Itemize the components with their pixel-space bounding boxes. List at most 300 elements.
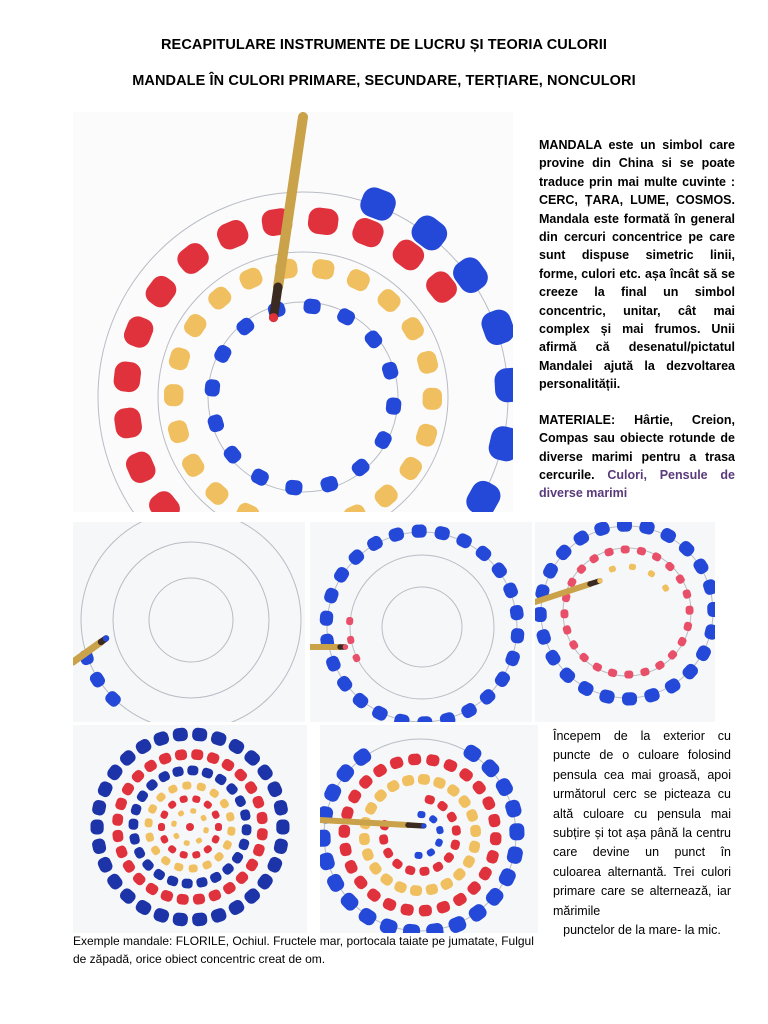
paint-dot (145, 487, 184, 512)
example2-photo (320, 725, 538, 933)
paint-dot (418, 774, 431, 785)
paint-dot (541, 561, 560, 580)
paint-dot (196, 876, 209, 888)
paint-dot (510, 628, 525, 644)
paint-dot (400, 903, 415, 916)
paint-dot (493, 669, 512, 689)
paint-dot (171, 820, 177, 827)
paint-dot (404, 865, 416, 876)
paint-dot (450, 839, 461, 851)
pencil-circle (350, 555, 494, 699)
paint-dot (497, 866, 518, 888)
paint-dot (129, 833, 141, 846)
paint-dot (221, 880, 237, 895)
paint-dot (664, 561, 676, 573)
paint-dot (234, 794, 248, 808)
paint-dot (457, 766, 474, 783)
paint-dot (461, 742, 483, 764)
paint-dot (454, 532, 473, 550)
paint-dot (192, 850, 201, 859)
paint-dot (187, 765, 198, 775)
paint-dot (691, 556, 710, 576)
materials-list: MATERIALE: Hârtie, Creion, Compas sau obiecte rotunde de diverse marimi pentru a trasa cercurile. (539, 412, 735, 482)
paint-dot (663, 676, 683, 695)
paint-dot (346, 547, 366, 567)
paint-dot (457, 794, 473, 810)
paint-dot (494, 776, 515, 798)
paint-dot (379, 872, 395, 888)
paint-dot (332, 565, 351, 585)
paint-dot (225, 782, 240, 797)
paint-dot (465, 808, 479, 823)
paint-dot (426, 847, 436, 857)
paint-dot (381, 897, 397, 913)
paint-dot (179, 451, 207, 480)
paint-dot (683, 621, 693, 632)
paint-dot (266, 855, 284, 874)
document-title: RECAPITULARE INSTRUMENTE DE LUCRU ȘI TEORIA CULORII (160, 37, 607, 53)
paint-dot (237, 265, 265, 292)
paint-dot (155, 791, 167, 803)
paint-dot (352, 874, 369, 891)
paint-dot (640, 667, 651, 677)
paint-dot (203, 827, 209, 834)
paint-dot (341, 502, 369, 512)
paint-dot (182, 781, 192, 790)
paint-dot (494, 367, 513, 403)
paint-dot (118, 886, 138, 906)
paintbrush (310, 644, 348, 649)
paint-dot (504, 798, 523, 818)
paint-dot (201, 767, 214, 780)
main-mandala-photo (73, 112, 513, 512)
paint-dot (211, 810, 221, 820)
paint-dot (131, 871, 147, 887)
paint-dot (486, 424, 513, 464)
paint-dot (233, 767, 249, 783)
paint-dot (211, 834, 221, 844)
paint-dot (276, 820, 289, 835)
paint-dot (451, 825, 461, 836)
paint-dot (410, 885, 423, 896)
paint-dot (202, 479, 231, 508)
paint-dot (422, 388, 442, 410)
paint-dot (667, 649, 679, 661)
example1-photo (73, 725, 307, 933)
paint-dot (159, 834, 169, 844)
paint-dot (181, 311, 209, 340)
paint-dot (190, 808, 197, 814)
paint-dot (195, 837, 203, 845)
paint-dot (135, 789, 149, 804)
paint-dot (703, 623, 715, 641)
paint-dot (608, 565, 617, 573)
paint-dot (425, 754, 440, 767)
paint-dot (481, 795, 497, 812)
center-dot (186, 823, 194, 831)
paint-dot (478, 306, 513, 348)
paint-dot (338, 824, 350, 838)
paint-dot (415, 349, 440, 375)
paint-dot (707, 602, 715, 617)
paint-dot (466, 879, 483, 896)
paint-dot (181, 878, 192, 888)
paint-dot (212, 343, 233, 365)
paint-dot (150, 844, 162, 856)
paint-dot (578, 652, 590, 664)
paint-dot (370, 704, 389, 722)
paint-dot (323, 586, 340, 604)
paint-dot (96, 855, 114, 874)
paint-dot (399, 314, 427, 343)
paint-dot (490, 832, 502, 846)
paint-dot (141, 858, 156, 873)
paint-dot (203, 799, 214, 809)
paint-dot (319, 475, 340, 494)
paint-dot (677, 539, 697, 559)
paint-dot (160, 855, 172, 867)
paint-dot (562, 625, 572, 636)
paint-dot (576, 679, 595, 698)
paint-dot (554, 542, 574, 562)
paint-dot (244, 857, 259, 873)
paint-dot (311, 258, 336, 281)
paint-dot (179, 795, 188, 804)
paint-dot (435, 900, 451, 915)
paint-dot (88, 670, 107, 690)
paint-dot (339, 842, 353, 857)
paint-dot (372, 762, 389, 779)
paint-dot (470, 825, 481, 838)
paint-dot (222, 839, 233, 851)
paint-dot (221, 862, 236, 877)
paint-dot (256, 811, 268, 824)
paint-dot (349, 456, 372, 478)
pencil-circle (149, 578, 233, 662)
paint-dot (215, 823, 222, 831)
paint-dot (557, 665, 577, 685)
paint-dot (381, 360, 400, 381)
paint-dot (96, 780, 114, 799)
paint-dot (241, 824, 251, 835)
paint-dot (389, 755, 405, 770)
paint-dot (483, 886, 505, 909)
paint-dot (680, 662, 700, 682)
paint-dot (203, 844, 214, 854)
paint-dot (387, 526, 405, 543)
paint-dot (191, 749, 204, 761)
paint-dot (266, 780, 284, 799)
paint-dot (485, 849, 500, 865)
document-subtitle: MANDALE ÎN CULORI PRIMARE, SECUNDARE, TERȚIARE, NONCULORI (132, 73, 636, 89)
paint-dot (207, 888, 222, 902)
paint-dot (200, 814, 208, 822)
paint-dot (434, 838, 443, 848)
paint-dot (571, 528, 591, 547)
paint-dot (357, 184, 400, 224)
pencil-circle (208, 302, 398, 492)
paint-dot (446, 810, 459, 823)
paint-dot (368, 860, 384, 876)
paint-dot (397, 454, 425, 483)
paint-dot (120, 781, 135, 797)
paint-dot (436, 800, 449, 813)
paint-dot (176, 893, 189, 905)
paint-dot (509, 604, 524, 621)
paint-dot (103, 689, 123, 709)
paint-dot (636, 546, 647, 556)
paint-dot (543, 648, 562, 668)
paint-dot (158, 752, 173, 766)
paint-dot (424, 794, 436, 805)
paint-dot (234, 500, 262, 512)
paint-dot (172, 766, 185, 778)
paint-dot (105, 762, 124, 782)
paint-dot (134, 898, 154, 917)
paint-dot (234, 870, 250, 886)
paint-dot (468, 840, 481, 854)
paint-dot (213, 851, 225, 863)
paint-dot (112, 813, 124, 826)
paint-dot (121, 313, 157, 351)
paint-dot (393, 713, 410, 722)
paint-dot (183, 840, 190, 846)
paint-dot (227, 826, 236, 836)
paint-dot (112, 360, 142, 393)
paint-dot (325, 872, 346, 894)
paint-dot (425, 883, 439, 896)
dot-ring (359, 774, 482, 897)
paint-dot (462, 477, 505, 512)
paint-dot (164, 384, 184, 406)
mandala-definition: MANDALA este un simbol care provine din China si se poate traduce prin mai multe cuvinte : CERC, ȚARA, LUME, COSMOS. Mandala este formată în general din cercuri concentrice pe care sunt dispuse simetric linii, forme, culori etc. așa încât să se creeze la final un simbol concentric, unitar, cât mai complex și mai frumos. Unii afirmă că desenatul/pictatul Mandalei ajută la dezvoltarea personalității. (539, 138, 735, 392)
paint-dot (391, 857, 404, 870)
paint-dot (210, 730, 228, 747)
paint-dot (285, 479, 303, 496)
paint-dot (234, 315, 257, 337)
paint-dot (621, 545, 630, 553)
paint-dot (361, 847, 375, 862)
paint-dot (382, 846, 395, 859)
paint-dot (372, 481, 401, 510)
paint-dot (343, 859, 359, 876)
pencil-circle (113, 542, 269, 698)
paint-dot (359, 833, 370, 846)
paint-dot (445, 783, 461, 799)
paint-dot (643, 687, 661, 704)
paint-dot (144, 881, 160, 896)
paint-dot (121, 858, 136, 874)
paint-dot (112, 829, 124, 842)
paint-dot (351, 691, 371, 711)
paint-dot (374, 286, 403, 315)
paint-dot (607, 668, 618, 678)
paint-dot (431, 861, 444, 874)
pencil-circle (98, 192, 508, 512)
paint-dot (364, 801, 379, 817)
paint-dot (560, 609, 568, 618)
paint-dot (447, 914, 468, 933)
steps-instructions (553, 727, 731, 940)
paint-dot (227, 737, 247, 756)
paint-dot (604, 547, 615, 557)
paint-dot (506, 845, 524, 865)
paint-dot (432, 776, 447, 790)
paint-dot (622, 692, 637, 706)
paint-dot (694, 643, 713, 662)
paint-dot (210, 907, 228, 924)
paint-dot (379, 834, 389, 845)
paint-dot (479, 757, 502, 780)
paint-dot (214, 217, 252, 253)
paint-dot (629, 563, 637, 570)
paint-dot (334, 762, 356, 785)
paint-dot (256, 828, 268, 841)
paint-dot (230, 851, 244, 866)
examples-caption: Exemple mandale: FLORILE, Ochiul. Fructele mar, portocala taiate pe jumatate, Fulgul de zăpadă, orice obiect concentric creat de om. (73, 934, 534, 966)
paint-dot (658, 526, 677, 545)
paint-dot (473, 544, 493, 564)
paint-dot (417, 811, 425, 819)
paint-dot (173, 832, 181, 840)
paint-dot (402, 923, 420, 933)
paint-dot (535, 628, 552, 646)
paint-dot (105, 872, 124, 892)
paint-dot (255, 872, 274, 892)
paint-dot (192, 795, 201, 804)
paint-dot (113, 406, 143, 440)
paint-dot (227, 898, 247, 917)
paint-dot (249, 467, 271, 488)
paint-dot (576, 563, 588, 575)
paint-dot (147, 803, 158, 815)
paint-dot (158, 823, 165, 831)
paint-dot (502, 581, 520, 600)
paint-dot (172, 912, 188, 927)
paint-dot (598, 688, 616, 704)
paint-dot (411, 524, 426, 538)
paint-dot (179, 850, 188, 859)
paint-dot (428, 814, 439, 825)
paint-dot (459, 701, 479, 720)
paint-dot (209, 871, 223, 885)
paint-dot (242, 886, 262, 906)
dot-ring (346, 617, 361, 663)
paint-dot (145, 778, 160, 793)
paint-dot (461, 854, 476, 870)
paint-dot (118, 748, 138, 768)
pencil-circle (382, 587, 462, 667)
paint-dot (123, 448, 159, 486)
steps-last-line: punctelor de la mare- la mic. (563, 923, 721, 938)
paint-dot (433, 525, 450, 541)
paint-dot (221, 443, 243, 466)
paint-dot (425, 922, 444, 933)
paint-dot (206, 751, 221, 765)
paint-dot (417, 716, 432, 722)
steps-text: Începem de la exterior cu puncte de o culoare folosind pensula cea mai groasă, apoi următorul cerc se picteaza cu altă culoare cu pensula mai subțire și tot așa până la centru care devine un punct în culoarea alternantă. Trei culori primare care se alternează, iar mărimile (553, 729, 731, 918)
paint-dot (251, 795, 265, 810)
paint-dot (214, 772, 229, 786)
paint-dot (352, 653, 362, 663)
paint-dot (273, 799, 289, 816)
paint-dot (477, 865, 493, 882)
paint-dot (141, 272, 180, 312)
paint-dot (401, 774, 415, 787)
paint-dot (273, 838, 289, 855)
paint-dot (378, 917, 399, 933)
paint-dot (159, 810, 169, 820)
paint-dot (174, 749, 187, 761)
paint-dot (91, 799, 107, 816)
paint-dot (638, 522, 656, 536)
paint-dot (346, 788, 362, 805)
paint-dot (504, 649, 521, 667)
paint-dot (204, 379, 221, 397)
paint-dot (208, 787, 220, 799)
step2-photo (310, 522, 532, 722)
paint-dot (145, 832, 155, 843)
paint-dot (414, 422, 439, 449)
paint-dot (408, 753, 422, 765)
paint-dot (91, 820, 104, 835)
paint-dot (617, 522, 632, 532)
dot-ring (204, 298, 402, 496)
paint-dot (303, 298, 321, 315)
paint-dot (196, 782, 207, 792)
paint-dot (624, 670, 633, 678)
paint-dot (167, 844, 178, 854)
paint-dot (451, 866, 467, 882)
paint-dot (143, 758, 159, 773)
paintbrush (320, 820, 427, 829)
paint-dot (115, 844, 129, 859)
paint-dot (365, 887, 382, 904)
paint-dot (188, 864, 198, 873)
paint-dot (114, 796, 128, 811)
paint-dot (166, 418, 191, 444)
paint-dot (130, 768, 146, 784)
paint-dot (488, 813, 502, 828)
paint-dot (255, 762, 274, 782)
paint-dot (192, 727, 208, 742)
paint-dot (307, 206, 340, 236)
paint-dot (357, 773, 374, 790)
paint-dot (535, 607, 547, 622)
paint-dot (702, 578, 715, 596)
materials-paragraph (539, 411, 735, 503)
paint-dot (134, 737, 154, 756)
paint-dot (91, 838, 107, 855)
paint-dot (682, 589, 692, 600)
paint-dot (385, 397, 402, 415)
paint-dot (319, 610, 334, 626)
paint-dot (365, 534, 385, 553)
paint-dot (471, 779, 488, 796)
dot-ring (608, 563, 670, 592)
paint-dot (324, 654, 342, 673)
paint-dot (478, 687, 498, 707)
paint-dot (414, 852, 422, 860)
paint-dot (225, 811, 235, 822)
paint-dot (206, 413, 225, 434)
paint-dot (509, 823, 525, 840)
paint-dot (157, 770, 171, 784)
paint-dot (167, 784, 178, 795)
paint-dot (172, 727, 188, 742)
paint-dot (201, 859, 212, 870)
paint-dot (685, 606, 693, 615)
